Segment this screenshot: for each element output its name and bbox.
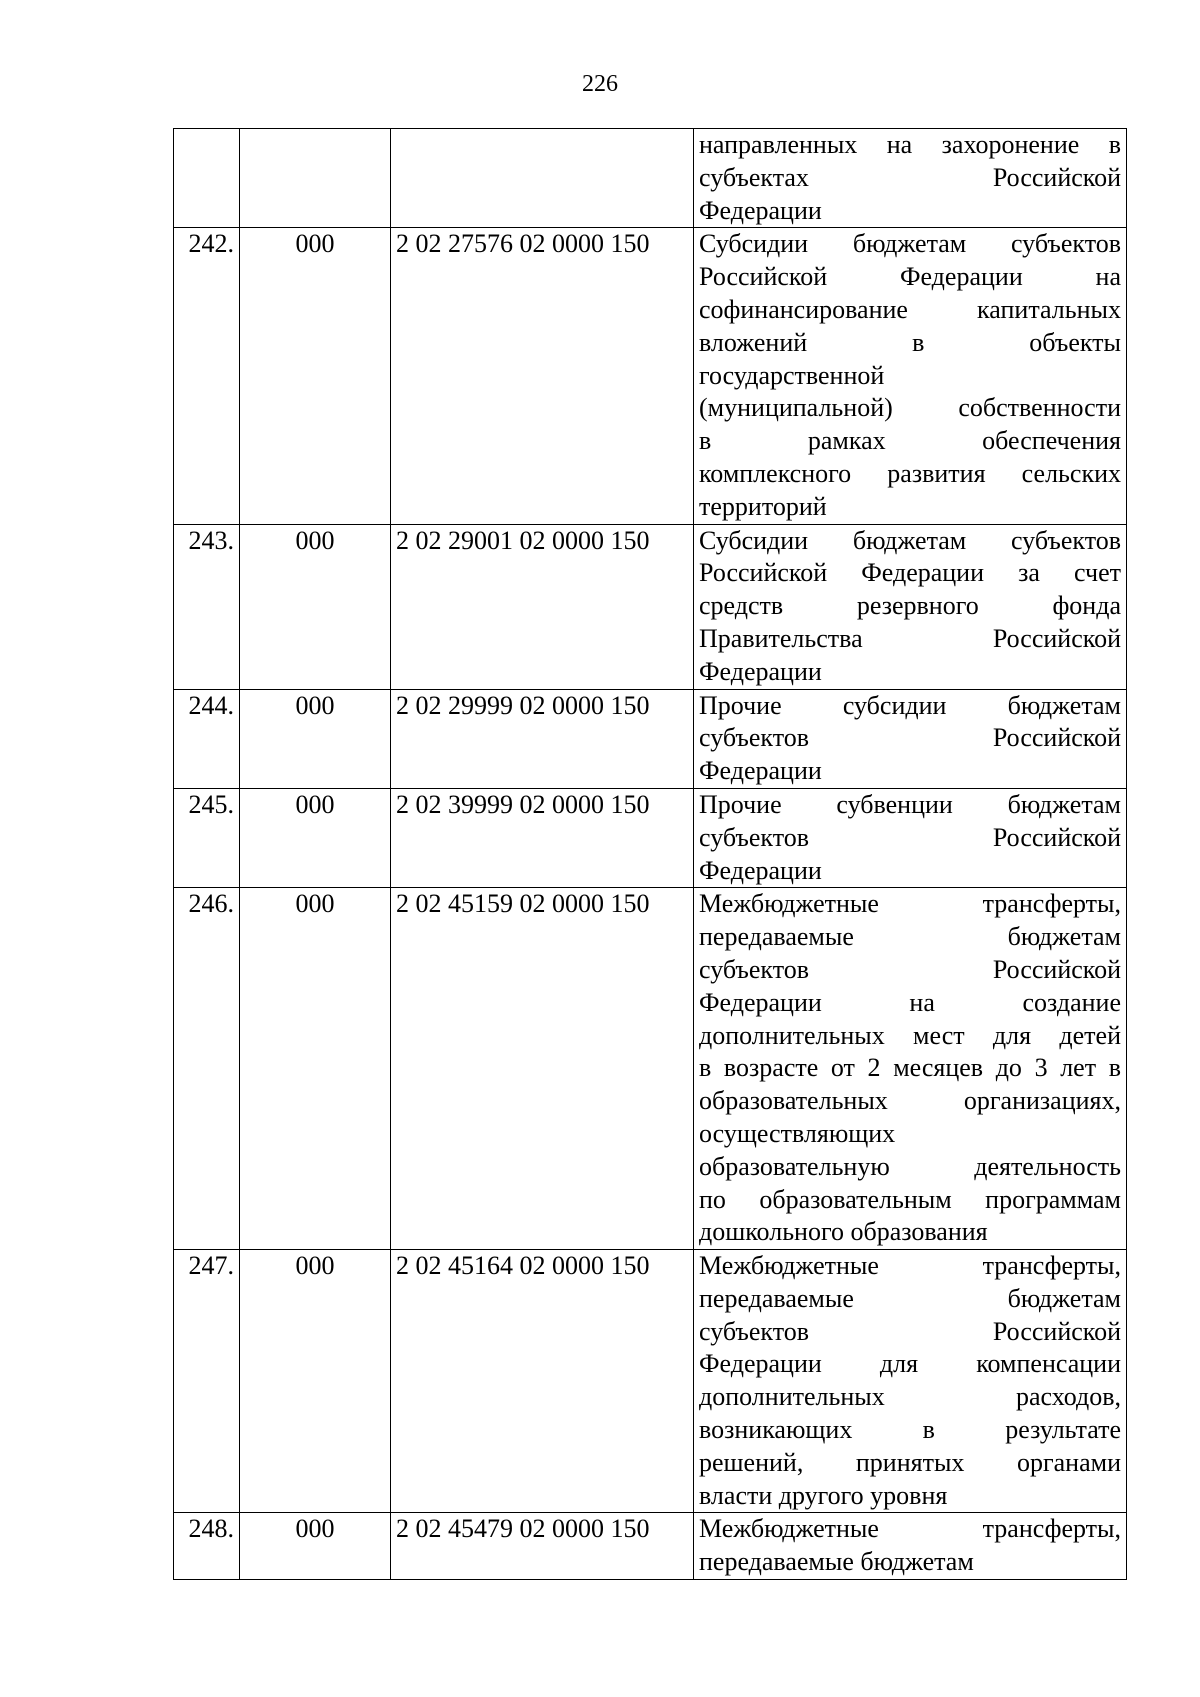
revenue-name-cell bbox=[694, 788, 1127, 887]
page-number: 226 bbox=[582, 71, 618, 97]
revenue-name-line: Межбюджетные трансферты, bbox=[699, 1514, 1121, 1544]
row-number-cell: 245. bbox=[174, 788, 240, 887]
revenue-name-line: государственной bbox=[699, 360, 885, 390]
revenue-name-line: Субсидии бюджетам субъектов bbox=[699, 525, 1121, 555]
revenue-name-line: возникающих в результате bbox=[699, 1415, 1121, 1445]
revenue-name-line: Правительства Российской bbox=[699, 623, 1121, 653]
revenue-name-cell bbox=[694, 524, 1127, 689]
revenue-name-line: Федерации bbox=[699, 656, 822, 686]
revenue-name-line: субъектов Российской bbox=[699, 822, 1121, 852]
revenue-name-cell bbox=[694, 228, 1127, 524]
administrator-code-cell: 000 bbox=[240, 1513, 391, 1580]
administrator-code-cell: 000 bbox=[240, 788, 391, 887]
table-row bbox=[174, 888, 1127, 1250]
revenue-name-line: Межбюджетные трансферты, bbox=[699, 889, 1121, 919]
budget-revenue-table bbox=[173, 128, 1127, 1580]
administrator-code-cell bbox=[240, 129, 391, 228]
revenue-name-cell bbox=[694, 689, 1127, 788]
revenue-name-line: субъектах Российской bbox=[699, 162, 1121, 192]
administrator-code-cell: 000 bbox=[240, 888, 391, 1250]
budget-code-cell: 2 02 45479 02 0000 150 bbox=[391, 1513, 694, 1580]
revenue-name-cell bbox=[694, 129, 1127, 228]
revenue-name-line: Межбюджетные трансферты, bbox=[699, 1251, 1121, 1281]
revenue-name-line: Прочие субсидии бюджетам bbox=[699, 690, 1121, 720]
table-row bbox=[174, 788, 1127, 887]
revenue-name-line: передаваемые бюджетам bbox=[699, 922, 1121, 952]
revenue-name-line: софинансирование капитальных bbox=[699, 294, 1121, 324]
table-row bbox=[174, 524, 1127, 689]
table-row bbox=[174, 228, 1127, 524]
row-number-cell: 242. bbox=[174, 228, 240, 524]
revenue-name-cell bbox=[694, 1250, 1127, 1513]
revenue-name-line: субъектов Российской bbox=[699, 723, 1121, 753]
revenue-name-line: Федерации на создание bbox=[699, 987, 1121, 1017]
budget-code-cell bbox=[391, 129, 694, 228]
budget-code-cell: 2 02 29999 02 0000 150 bbox=[391, 689, 694, 788]
table-row bbox=[174, 1250, 1127, 1513]
revenue-name-line: Федерации bbox=[699, 756, 822, 786]
revenue-name-line: Федерации для компенсации bbox=[699, 1349, 1121, 1379]
revenue-name-line: Федерации bbox=[699, 855, 822, 885]
revenue-name-line: передаваемые бюджетам bbox=[699, 1547, 974, 1577]
revenue-name-line: Российской Федерации на bbox=[699, 262, 1121, 292]
administrator-code-cell: 000 bbox=[240, 228, 391, 524]
revenue-name-line: дошкольного образования bbox=[699, 1217, 988, 1247]
revenue-name-line: образовательных организациях, bbox=[699, 1086, 1121, 1116]
budget-code-cell: 2 02 39999 02 0000 150 bbox=[391, 788, 694, 887]
revenue-name-line: передаваемые бюджетам bbox=[699, 1283, 1121, 1313]
revenue-name-line: субъектов Российской bbox=[699, 1316, 1121, 1346]
revenue-name-line: дополнительных мест для детей bbox=[699, 1020, 1121, 1050]
row-number-cell bbox=[174, 129, 240, 228]
administrator-code-cell: 000 bbox=[240, 689, 391, 788]
row-number-cell: 243. bbox=[174, 524, 240, 689]
table-row bbox=[174, 129, 1127, 228]
administrator-code-cell: 000 bbox=[240, 1250, 391, 1513]
revenue-name-line: по образовательным программам bbox=[699, 1184, 1121, 1214]
revenue-name-line: территорий bbox=[699, 491, 827, 521]
revenue-name-line: субъектов Российской bbox=[699, 954, 1121, 984]
row-number-cell: 244. bbox=[174, 689, 240, 788]
revenue-name-line: решений, принятых органами bbox=[699, 1447, 1121, 1477]
row-number-cell: 246. bbox=[174, 888, 240, 1250]
table-row bbox=[174, 689, 1127, 788]
table-row bbox=[174, 1513, 1127, 1580]
revenue-name-line: Субсидии бюджетам субъектов bbox=[699, 229, 1121, 259]
revenue-name-line: в возрасте от 2 месяцев до 3 лет в bbox=[699, 1053, 1121, 1083]
revenue-name-line: Прочие субвенции бюджетам bbox=[699, 789, 1121, 819]
revenue-name-cell bbox=[694, 888, 1127, 1250]
revenue-name-line: направленных на захоронение в bbox=[699, 130, 1121, 159]
revenue-name-line: средств резервного фонда bbox=[699, 591, 1121, 621]
revenue-name-line: Федерации bbox=[699, 195, 822, 225]
row-number-cell: 247. bbox=[174, 1250, 240, 1513]
revenue-name-line: в рамках обеспечения bbox=[699, 426, 1121, 456]
table-body bbox=[174, 129, 1127, 1580]
revenue-name-line: (муниципальной) собственности bbox=[699, 393, 1121, 423]
revenue-name-cell bbox=[694, 1513, 1127, 1580]
budget-code-cell: 2 02 45159 02 0000 150 bbox=[391, 888, 694, 1250]
revenue-name-line: вложений в объекты bbox=[699, 327, 1121, 357]
revenue-name-line: Российской Федерации за счет bbox=[699, 558, 1121, 588]
row-number-cell: 248. bbox=[174, 1513, 240, 1580]
revenue-name-line: образовательную деятельность bbox=[699, 1151, 1121, 1181]
revenue-name-line: власти другого уровня bbox=[699, 1480, 948, 1510]
budget-code-cell: 2 02 45164 02 0000 150 bbox=[391, 1250, 694, 1513]
revenue-name-line: осуществляющих bbox=[699, 1118, 896, 1148]
revenue-name-line: дополнительных расходов, bbox=[699, 1382, 1121, 1412]
administrator-code-cell: 000 bbox=[240, 524, 391, 689]
revenue-name-line: комплексного развития сельских bbox=[699, 458, 1121, 488]
budget-code-cell: 2 02 29001 02 0000 150 bbox=[391, 524, 694, 689]
budget-code-cell: 2 02 27576 02 0000 150 bbox=[391, 228, 694, 524]
